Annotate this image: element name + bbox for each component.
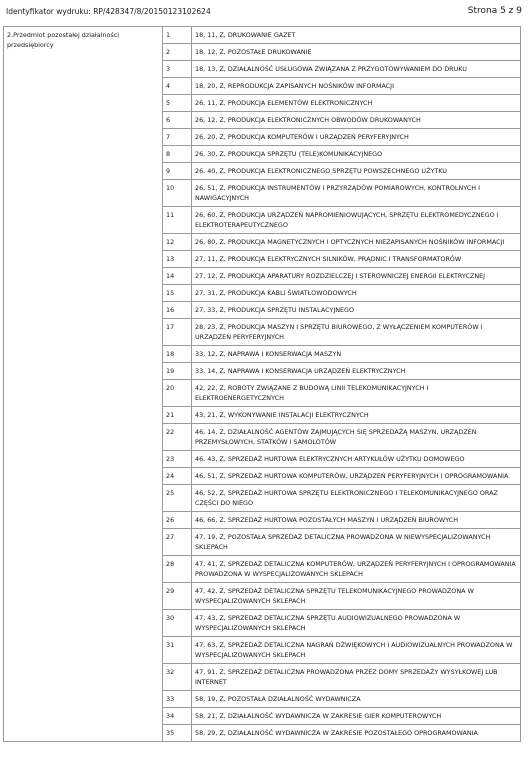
activity-description: 33, 14, Z, NAPRAWA I KONSERWACJA URZĄDZEŃ ELEKTRYCZNYCH <box>192 363 521 380</box>
row-number: 34 <box>163 708 192 725</box>
activity-description: 42, 22, Z, ROBOTY ZWIĄZANE Z BUDOWĄ LINII TELEKOMUNIKACYJNYCH I ELEKTROENERGETYCZNYCH <box>192 380 521 407</box>
activity-description: 47, 91, Z, SPRZEDAŻ DETALICZNA PROWADZONA PRZEZ DOMY SPRZEDAŻY WYSYŁKOWEJ LUB INTERNET <box>192 664 521 691</box>
activity-description: 58, 19, Z, POZOSTAŁA DZIAŁALNOŚĆ WYDAWNICZA <box>192 691 521 708</box>
activity-description: 58, 21, Z, DZIAŁALNOŚĆ WYDAWNICZA W ZAKRESIE GIER KOMPUTEROWYCH <box>192 708 521 725</box>
page-header <box>6 6 522 20</box>
activity-description: 26, 60, Z, PRODUKCJA URZĄDZEŃ NAPROMIENIOWUJĄCYCH, SPRZĘTU ELEKTROMEDYCZNEGO I ELEKTROTERAPEUTYCZNEGO <box>192 207 521 234</box>
row-number: 24 <box>163 468 192 485</box>
row-number: 6 <box>163 112 192 129</box>
activity-description: 47, 43, Z, SPRZEDAŻ DETALICZNA SPRZĘTU AUDIOWIZUALNEGO PROWADZONA W WYSPECJALIZOWANYCH SKLEPACH <box>192 610 521 637</box>
activity-description: 18, 13, Z, DZIAŁALNOŚĆ USŁUGOWA ZWIĄZANA Z PRZYGOTOWYWANIEM DO DRUKU <box>192 61 521 78</box>
row-number: 25 <box>163 485 192 512</box>
row-number: 12 <box>163 234 192 251</box>
activity-description: 47, 42, Z, SPRZEDAŻ DETALICZNA SPRZĘTU TELEKOMUNIKACYJNEGO PROWADZONA W WYSPECJALIZOWANYCH SKLEPACH <box>192 583 521 610</box>
row-number: 27 <box>163 529 192 556</box>
table-row <box>4 27 521 44</box>
row-number: 17 <box>163 319 192 346</box>
row-number: 8 <box>163 146 192 163</box>
row-number: 2 <box>163 44 192 61</box>
activity-description: 26, 20, Z, PRODUKCJA KOMPUTERÓW I URZĄDZEŃ PERYFERYJNYCH <box>192 129 521 146</box>
row-number: 4 <box>163 78 192 95</box>
row-number: 7 <box>163 129 192 146</box>
activity-description: 46, 51, Z, SPRZEDAŻ HURTOWA KOMPUTERÓW, URZĄDZEŃ PERYFERYJNYCH I OPROGRAMOWANIA <box>192 468 521 485</box>
row-number: 32 <box>163 664 192 691</box>
row-number: 5 <box>163 95 192 112</box>
activity-description: 43, 21, Z, WYKONYWANIE INSTALACJI ELEKTRYCZNYCH <box>192 407 521 424</box>
row-number: 23 <box>163 451 192 468</box>
activity-description: 26, 40, Z, PRODUKCJA ELEKTRONICZNEGO SPRZĘTU POWSZECHNEGO UŻYTKU <box>192 163 521 180</box>
row-number: 14 <box>163 268 192 285</box>
row-number: 9 <box>163 163 192 180</box>
activity-description: 26, 30, Z, PRODUKCJA SPRZĘTU (TELE)KOMUNIKACYJNEGO <box>192 146 521 163</box>
activity-description: 27, 11, Z, PRODUKCJA ELEKTRYCZNYCH SILNIKÓW, PRĄDNIC I TRANSFORMATORÓW <box>192 251 521 268</box>
activity-description: 58, 29, Z, DZIAŁALNOŚĆ WYDAWNICZA W ZAKRESIE POZOSTAŁEGO OPROGRAMOWANIA <box>192 725 521 742</box>
row-number: 19 <box>163 363 192 380</box>
activity-description: 27, 31, Z, PRODUKCJA KABLI ŚWIATŁOWODOWYCH <box>192 285 521 302</box>
activity-description: 27, 12, Z, PRODUKCJA APARATURY ROZDZIELCZEJ I STEROWNICZEJ ENERGII ELEKTRYCZNEJ <box>192 268 521 285</box>
page-number: Strona 5 z 9 <box>467 6 522 16</box>
row-number: 28 <box>163 556 192 583</box>
row-number: 11 <box>163 207 192 234</box>
activity-description: 26, 11, Z, PRODUKCJA ELEMENTÓW ELEKTRONICZNYCH <box>192 95 521 112</box>
activity-description: 28, 23, Z, PRODUKCJA MASZYN I SPRZĘTU BIUROWEGO, Z WYŁĄCZENIEM KOMPUTERÓW I URZĄDZEŃ PERYFERYJNYCH <box>192 319 521 346</box>
row-number: 16 <box>163 302 192 319</box>
activity-description: 47, 63, Z, SPRZEDAŻ DETALICZNA NAGRAŃ DŹWIĘKOWYCH I AUDIOWIZUALNYCH PROWADZONA W WYSPECJALIZOWANYCH SKLEPACH <box>192 637 521 664</box>
activity-description: 46, 14, Z, DZIAŁALNOŚĆ AGENTÓW ZAJMUJĄCYCH SIĘ SPRZEDAŻĄ MASZYN, URZĄDZEŃ PRZEMYSŁOWYCH, STATKÓW I SAMOLOTÓW <box>192 424 521 451</box>
activity-description: 26, 12, Z, PRODUKCJA ELEKTRONICZNYCH OBWODÓW DRUKOWANYCH <box>192 112 521 129</box>
row-number: 26 <box>163 512 192 529</box>
row-number: 3 <box>163 61 192 78</box>
row-number: 21 <box>163 407 192 424</box>
row-number: 18 <box>163 346 192 363</box>
activity-description: 26, 80, Z, PRODUKCJA MAGNETYCZNYCH I OPTYCZNYCH NIEZAPISANYCH NOŚNIKÓW INFORMACJI <box>192 234 521 251</box>
row-number: 20 <box>163 380 192 407</box>
print-identifier: Identyfikator wydruku: RP/428347/8/20150123102624 <box>6 7 211 16</box>
row-number: 30 <box>163 610 192 637</box>
activity-description: 47, 41, Z, SPRZEDAŻ DETALICZNA KOMPUTERÓW, URZĄDZEŃ PERYFERYJNYCH I OPROGRAMOWANIA PROWADZONA W WYSPECJALIZOWANYCH SKLEPACH <box>192 556 521 583</box>
activity-description: 18, 11, Z, DRUKOWANIE GAZET <box>192 27 521 44</box>
row-number: 33 <box>163 691 192 708</box>
row-number: 15 <box>163 285 192 302</box>
row-number: 29 <box>163 583 192 610</box>
activity-description: 46, 52, Z, SPRZEDAŻ HURTOWA SPRZĘTU ELEKTRONICZNEGO I TELEKOMUNIKACYJNEGO ORAZ CZĘŚCI DO NIEGO <box>192 485 521 512</box>
activity-description: 27, 33, Z, PRODUKCJA SPRZĘTU INSTALACYJNEGO <box>192 302 521 319</box>
activity-description: 46, 66, Z, SPRZEDAŻ HURTOWA POZOSTAŁYCH MASZYN I URZĄDZEŃ BIUROWYCH <box>192 512 521 529</box>
row-number: 31 <box>163 637 192 664</box>
row-number: 10 <box>163 180 192 207</box>
activity-description: 18, 20, Z, REPRODUKCJA ZAPISANYCH NOŚNIKÓW INFORMACJI <box>192 78 521 95</box>
activity-table-body <box>4 27 521 742</box>
section-label: 2.Przedmiot pozostałej działalności przedsiębiorcy <box>4 27 163 742</box>
row-number: 22 <box>163 424 192 451</box>
row-number: 1 <box>163 27 192 44</box>
row-number: 35 <box>163 725 192 742</box>
row-number: 13 <box>163 251 192 268</box>
activity-table <box>3 26 521 742</box>
activity-description: 33, 12, Z, NAPRAWA I KONSERWACJA MASZYN <box>192 346 521 363</box>
activity-description: 26, 51, Z, PRODUKCJA INSTRUMENTÓW I PRZYRZĄDÓW POMIAROWYCH, KONTROLNYCH I NAWIGACYJNYCH <box>192 180 521 207</box>
activity-description: 46, 43, Z, SPRZEDAŻ HURTOWA ELEKTRYCZNYCH ARTYKUŁÓW UŻYTKU DOMOWEGO <box>192 451 521 468</box>
activity-description: 18, 12, Z, POZOSTAŁE DRUKOWANIE <box>192 44 521 61</box>
activity-description: 47, 19, Z, POZOSTAŁA SPRZEDAŻ DETALICZNA PROWADZONA W NIEWYSPECJALIZOWANYCH SKLEPACH <box>192 529 521 556</box>
